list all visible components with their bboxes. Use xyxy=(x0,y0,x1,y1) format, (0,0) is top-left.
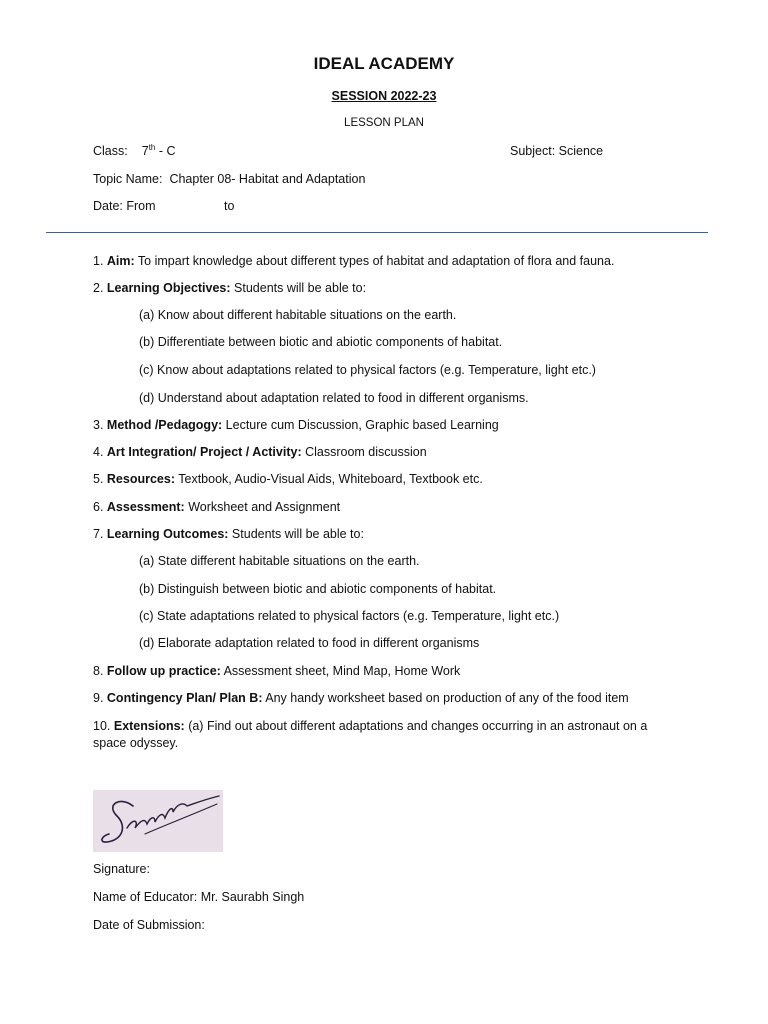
assessment-label: Assessment: xyxy=(106,500,185,514)
assessment-number: 6. xyxy=(93,500,107,514)
art-integration-line xyxy=(93,445,427,459)
class-value: 7 xyxy=(141,144,149,158)
resources-label: Resources: xyxy=(106,472,175,486)
assessment-text: Worksheet and Assignment xyxy=(184,500,341,514)
date-from: Date: From xyxy=(93,199,156,213)
subject-line: Subject: Science xyxy=(510,144,604,158)
method-line xyxy=(93,418,499,432)
method-number: 3. xyxy=(93,418,107,432)
signature-label: Signature: xyxy=(93,862,150,876)
contingency-number: 9. xyxy=(93,691,107,705)
outcome-item: (a) State different habitable situations on the earth. xyxy=(139,554,420,568)
objective-item: (c) Know about adaptations related to physical factors (e.g. Temperature, light etc.) xyxy=(139,363,596,377)
follow-up-line xyxy=(93,664,460,678)
outcome-item: (d) Elaborate adaptation related to food in different organisms xyxy=(139,636,480,650)
signature-image xyxy=(93,790,223,852)
resources-line xyxy=(93,472,483,486)
topic-line xyxy=(93,172,365,186)
objective-item: (a) Know about different habitable situations on the earth. xyxy=(139,308,457,322)
educator-name: Name of Educator: Mr. Saurabh Singh xyxy=(93,890,305,904)
method-text: Lecture cum Discussion, Graphic based Learning xyxy=(222,418,499,432)
session-heading xyxy=(0,89,768,103)
objective-item: (d) Understand about adaptation related to food in different organisms. xyxy=(139,391,529,405)
follow-up-text: Assessment sheet, Mind Map, Home Work xyxy=(220,664,461,678)
extensions-label: Extensions: xyxy=(113,719,185,733)
art-text: Classroom discussion xyxy=(301,445,427,459)
outcome-item: (c) State adaptations related to physical factors (e.g. Temperature, light etc.) xyxy=(139,609,560,623)
class-label: Class: xyxy=(93,144,128,158)
follow-up-label: Follow up practice: xyxy=(106,664,221,678)
outcomes-label: Learning Outcomes: xyxy=(106,527,229,541)
header-divider xyxy=(46,232,708,233)
class-section: - C xyxy=(155,144,176,158)
signature-scribble xyxy=(93,790,223,852)
aim-number: 1. xyxy=(93,254,107,268)
objectives-text: Students will be able to: xyxy=(230,281,367,295)
extensions-text: (a) Find out about different adaptations and changes occurring in an astronaut on a space odyssey. xyxy=(93,719,648,750)
resources-number: 5. xyxy=(93,472,107,486)
class-superscript: th xyxy=(148,142,156,152)
assessment-line xyxy=(93,500,340,514)
art-label: Art Integration/ Project / Activity: xyxy=(106,445,302,459)
topic-value: Chapter 08- Habitat and Adaptation xyxy=(169,172,366,186)
class-line xyxy=(93,144,176,158)
outcomes-text: Students will be able to: xyxy=(228,527,364,541)
outcomes-line xyxy=(93,527,364,541)
contingency-line xyxy=(93,691,629,705)
aim-text: To impart knowledge about different types of habitat and adaptation of flora and fauna. xyxy=(134,254,615,268)
objectives-number: 2. xyxy=(93,281,107,295)
aim-label: Aim: xyxy=(106,254,135,268)
contingency-text: Any handy worksheet based on production of any of the food item xyxy=(262,691,629,705)
school-name: IDEAL ACADEMY xyxy=(313,54,455,73)
objective-item: (b) Differentiate between biotic and abiotic components of habitat. xyxy=(139,335,503,349)
session-text: SESSION 2022-23 xyxy=(331,89,437,103)
objectives-label: Learning Objectives: xyxy=(106,281,231,295)
submission-date: Date of Submission: xyxy=(93,918,205,932)
topic-label: Topic Name: xyxy=(93,172,163,186)
outcome-item: (b) Distinguish between biotic and abiotic components of habitat. xyxy=(139,582,497,596)
aim-line xyxy=(93,254,614,268)
method-label: Method /Pedagogy: xyxy=(106,418,223,432)
date-to: to xyxy=(224,199,235,213)
outcomes-number: 7. xyxy=(93,527,107,541)
art-number: 4. xyxy=(93,445,107,459)
objectives-line xyxy=(93,281,366,295)
extensions-paragraph xyxy=(93,718,673,752)
follow-up-number: 8. xyxy=(93,664,107,678)
extensions-number: 10. xyxy=(93,719,114,733)
contingency-label: Contingency Plan/ Plan B: xyxy=(106,691,263,705)
resources-text: Textbook, Audio-Visual Aids, Whiteboard, Textbook etc. xyxy=(175,472,483,486)
doc-type-heading: LESSON PLAN xyxy=(344,117,424,129)
